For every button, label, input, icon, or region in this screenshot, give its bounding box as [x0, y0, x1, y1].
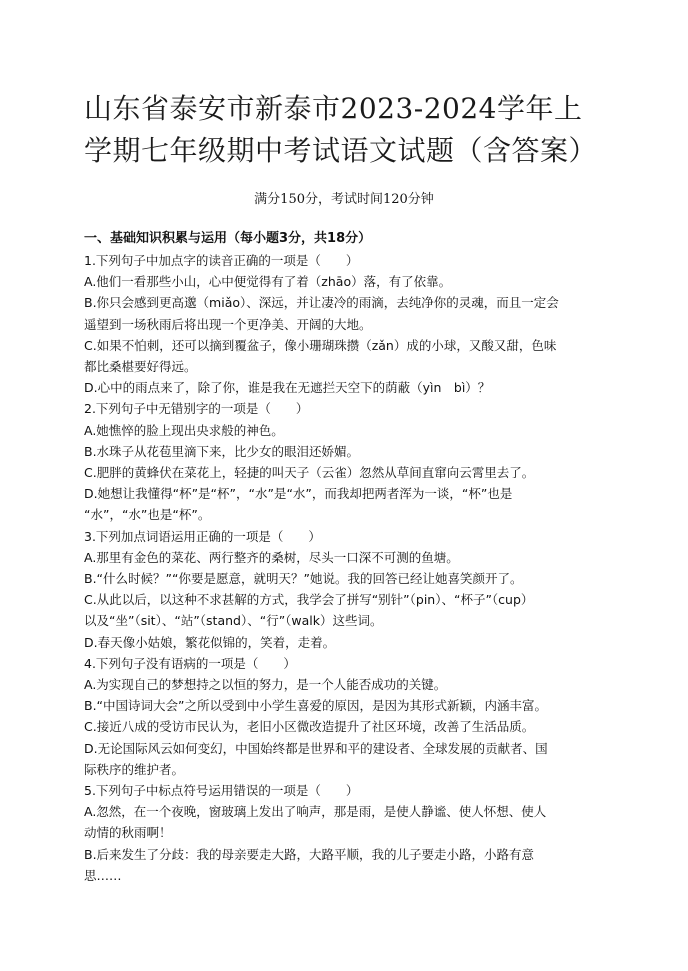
- text-line: A.忽然，在一个夜晚，窗玻璃上发出了响声，那是雨，是使人静谧、使人怀想、使人: [84, 804, 547, 820]
- text-line: 思……: [84, 867, 122, 883]
- exam-info: 满分150分，考试时间120分钟: [254, 192, 434, 207]
- text-line: 2.下列句子中无错别字的一项是（ ）: [84, 401, 309, 417]
- text-line: D.春天像小姑娘，繁花似锦的，笑着，走着。: [84, 634, 336, 650]
- text-line: D.心中的雨点来了，除了你，谁是我在无遮拦天空下的荫蔽（yìn bì）？: [84, 380, 491, 396]
- text-line: 都比桑椹要好得远。: [84, 359, 197, 375]
- text-line: B.后来发生了分歧：我的母亲要走大路，大路平顺，我的儿子要走小路，小路有意: [84, 846, 535, 862]
- text-line: C.肥胖的黄蜂伏在菜花上，轻捷的叫天子（云雀）忽然从草间直窜向云霄里去了。: [84, 465, 535, 481]
- question-body: [84, 250, 604, 886]
- text-line: B.“中国诗词大会”之所以受到中小学生喜爱的原因，是因为其形式新颖，内涵丰富。: [84, 698, 548, 714]
- text-line: 际秩序的维护者。: [84, 761, 185, 777]
- text-line: B.你只会感到更高邈（miǎo）、深远，并让凄冷的雨滴，去纯净你的灵魂，而且一定会: [84, 295, 559, 311]
- text-line: 5.下列句子中标点符号运用错误的一项是（ ）: [84, 783, 359, 799]
- text-line: D.无论国际风云如何变幻，中国始终都是世界和平的建设者、全球发展的贡献者、国: [84, 740, 548, 756]
- text-line: 以及“坐”（sit）、“站”（stand）、“行”（walk）这些词。: [84, 613, 383, 629]
- text-line: 动情的秋雨啊！: [84, 825, 172, 841]
- text-line: 3.下列加点词语运用正确的一项是（ ）: [84, 528, 321, 544]
- text-line: B.水珠子从花苞里滴下来，比少女的眼泪还娇媚。: [84, 443, 360, 459]
- text-line: C.如果不怕刺，还可以摘到覆盆子，像小珊瑚珠攒（zǎn）成的小球，又酸又甜，色味: [84, 337, 557, 353]
- text-line: A.他们一看那些小山，心中便觉得有了着（zhāo）落，有了依靠。: [84, 274, 452, 290]
- text-line: D.她想让我懂得“杯”是“杯”，“水”是“水”，而我却把两者浑为一谈，“杯”也是: [84, 486, 513, 502]
- text-line: A.为实现自己的梦想持之以恒的努力，是一个人能否成功的关键。: [84, 677, 447, 693]
- section-heading: 一、基础知识积累与运用（每小题3分，共18分）: [84, 231, 372, 246]
- text-line: A.她憔悴的脸上现出央求般的神色。: [84, 422, 284, 438]
- document-title: [84, 88, 604, 172]
- text-line: 1.下列句子中加点字的读音正确的一项是（ ）: [84, 253, 359, 268]
- text-line: “水”，“水”也是“杯”。: [84, 507, 211, 523]
- title-line-2: 学期七年级期中考试语文试题（含答案）: [84, 134, 598, 167]
- text-line: C.接近八成的受访市民认为，老旧小区微改造提升了社区环境，改善了生活品质。: [84, 719, 535, 735]
- title-line-1: 山东省泰安市新泰市2023-2024学年上: [84, 92, 583, 125]
- text-line: 4.下列句子没有语病的一项是（ ）: [84, 655, 296, 671]
- text-line: C.从此以后，以这种不求甚解的方式，我学会了拼写“别针”（pin）、“杯子”（cup）: [84, 592, 534, 608]
- text-line: B.“什么时候？”“你要是愿意，就明天？”她说。我的回答已经让她喜笑颜开了。: [84, 571, 523, 587]
- text-line: A.那里有金色的菜花、两行整齐的桑树，尽头一口深不可测的鱼塘。: [84, 549, 459, 565]
- text-line: 遥望到一场秋雨后将出现一个更净美、开阔的大地。: [84, 316, 372, 332]
